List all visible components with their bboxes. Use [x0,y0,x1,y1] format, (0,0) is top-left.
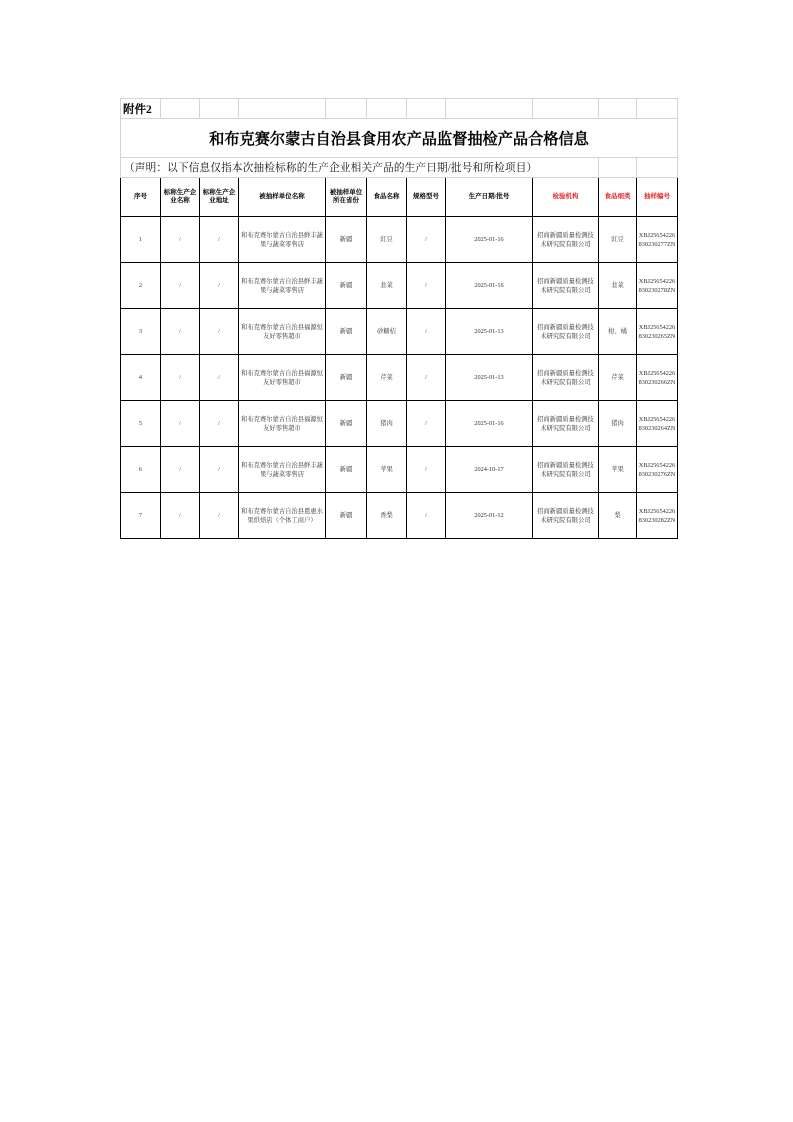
cell-manufacturer-address: / [200,493,239,539]
cell-testing-agency: 招商新疆质量检测技术研究院有限公司 [533,217,599,263]
cell-index: 5 [121,401,161,447]
cell-food-name: 猪肉 [367,401,407,447]
cell-sampled-unit-name: 和布克赛尔蒙古自治县福源恒友好零售超市 [239,401,326,447]
cell-sampled-unit-province: 新疆 [326,217,367,263]
cell-sampled-unit-name: 和布克赛尔蒙古自治县福源恒友好零售超市 [239,355,326,401]
cell-sampled-unit-province: 新疆 [326,309,367,355]
table-body [121,217,678,539]
cell-spec-model: / [407,217,446,263]
grid-cell [161,99,200,119]
cell-testing-agency: 招商新疆质量检测技术研究院有限公司 [533,355,599,401]
cell-production-date-batch: 2024-10-17 [446,447,533,493]
cell-spec-model: / [407,447,446,493]
cell-food-subcategory: 猪肉 [599,401,637,447]
cell-spec-model: / [407,263,446,309]
header-production-date: 生产日期/批号 [446,178,533,217]
cell-food-name: 苹果 [367,447,407,493]
header-food-name: 食品名称 [367,178,407,217]
grid-cell [200,99,239,119]
table-row [121,309,678,355]
cell-manufacturer-name: / [161,263,200,309]
table-header [121,178,678,217]
cell-manufacturer-address: / [200,309,239,355]
cell-manufacturer-name: / [161,355,200,401]
grid-cell [637,158,678,178]
header-manufacturer-address: 标称生产企业地址 [200,178,239,217]
cell-food-subcategory: 芹菜 [599,355,637,401]
results-table [120,98,678,539]
cell-sampled-unit-name: 和布克赛尔蒙古自治县鲜丰蔬果与蔬菜零售店 [239,447,326,493]
table-row [121,447,678,493]
cell-spec-model: / [407,355,446,401]
header-sampled-unit-province: 被抽样单位所在省份 [326,178,367,217]
grid-cell [599,158,637,178]
cell-sample-number: XBJ25654226830230264ZN [637,401,678,447]
cell-food-name: 砂糖桔 [367,309,407,355]
header-sampled-unit-name: 被抽样单位名称 [239,178,326,217]
header-row [121,178,678,217]
cell-sample-number: XBJ25654226830230265ZN [637,309,678,355]
cell-sampled-unit-name: 和布克赛尔蒙古自治县福源恒友好零售超市 [239,309,326,355]
cell-spec-model: / [407,401,446,447]
cell-index: 4 [121,355,161,401]
header-spec-model: 规格型号 [407,178,446,217]
results-sheet [120,98,677,539]
cell-sampled-unit-province: 新疆 [326,493,367,539]
cell-index: 7 [121,493,161,539]
cell-sampled-unit-province: 新疆 [326,355,367,401]
header-manufacturer-name: 标称生产企业名称 [161,178,200,217]
cell-production-date-batch: 2025-01-13 [446,309,533,355]
cell-index: 3 [121,309,161,355]
cell-sample-number: XBJ25654226830230278ZN [637,263,678,309]
cell-food-subcategory: 韭菜 [599,263,637,309]
grid-cell [239,99,326,119]
cell-manufacturer-address: / [200,401,239,447]
cell-index: 2 [121,263,161,309]
cell-manufacturer-name: / [161,309,200,355]
grid-cell [407,99,446,119]
header-sample-number: 抽样编号 [637,178,678,217]
header-testing-agency: 检验机构 [533,178,599,217]
cell-food-subcategory: 柑、橘 [599,309,637,355]
cell-food-name: 豇豆 [367,217,407,263]
grid-cell [446,99,533,119]
header-food-subcategory: 食品细类 [599,178,637,217]
grid-cell [599,99,637,119]
cell-index: 1 [121,217,161,263]
cell-sampled-unit-province: 新疆 [326,263,367,309]
cell-sampled-unit-province: 新疆 [326,401,367,447]
cell-manufacturer-address: / [200,263,239,309]
cell-manufacturer-address: / [200,217,239,263]
sheet-heading [121,99,678,178]
cell-food-name: 韭菜 [367,263,407,309]
grid-cell [326,99,367,119]
cell-production-date-batch: 2025-01-12 [446,493,533,539]
cell-sample-number: XBJ25654226830230277ZN [637,217,678,263]
cell-testing-agency: 招商新疆质量检测技术研究院有限公司 [533,493,599,539]
cell-spec-model: / [407,493,446,539]
cell-manufacturer-address: / [200,355,239,401]
grid-cell [533,99,599,119]
cell-food-name: 芹菜 [367,355,407,401]
statement-note: （声明：以下信息仅指本次抽检标称的生产企业相关产品的生产日期/批号和所检项目） [121,158,599,178]
cell-sample-number: XBJ25654226830230276ZN [637,447,678,493]
header-index: 序号 [121,178,161,217]
cell-manufacturer-address: / [200,447,239,493]
cell-food-subcategory: 苹果 [599,447,637,493]
attachment-label: 附件2 [121,99,161,119]
page-title: 和布克赛尔蒙古自治县食用农产品监督抽检产品合格信息 [121,119,678,158]
cell-manufacturer-name: / [161,493,200,539]
cell-production-date-batch: 2025-01-16 [446,217,533,263]
cell-manufacturer-name: / [161,401,200,447]
grid-cell [367,99,407,119]
cell-testing-agency: 招商新疆质量检测技术研究院有限公司 [533,309,599,355]
table-row [121,217,678,263]
cell-food-name: 香梨 [367,493,407,539]
table-row [121,263,678,309]
attachment-row [121,99,678,119]
cell-sampled-unit-name: 和布克赛尔蒙古自治县鲜丰蔬果与蔬菜零售店 [239,263,326,309]
cell-production-date-batch: 2025-01-13 [446,355,533,401]
cell-testing-agency: 招商新疆质量检测技术研究院有限公司 [533,401,599,447]
cell-sample-number: XBJ25654226830230266ZN [637,355,678,401]
title-row [121,119,678,158]
table-row [121,355,678,401]
cell-production-date-batch: 2025-01-16 [446,401,533,447]
cell-sampled-unit-province: 新疆 [326,447,367,493]
cell-manufacturer-name: / [161,447,200,493]
cell-sampled-unit-name: 和布克赛尔蒙古自治县恩惠水果烘焙店（个体工商户） [239,493,326,539]
cell-food-subcategory: 梨 [599,493,637,539]
cell-manufacturer-name: / [161,217,200,263]
cell-sample-number: XBJ25654226830230282ZN [637,493,678,539]
cell-spec-model: / [407,309,446,355]
cell-index: 6 [121,447,161,493]
cell-testing-agency: 招商新疆质量检测技术研究院有限公司 [533,447,599,493]
cell-production-date-batch: 2025-01-16 [446,263,533,309]
cell-testing-agency: 招商新疆质量检测技术研究院有限公司 [533,263,599,309]
cell-food-subcategory: 豇豆 [599,217,637,263]
table-row [121,401,678,447]
cell-sampled-unit-name: 和布克赛尔蒙古自治县鲜丰蔬果与蔬菜零售店 [239,217,326,263]
table-row [121,493,678,539]
statement-row [121,158,678,178]
grid-cell [637,99,678,119]
